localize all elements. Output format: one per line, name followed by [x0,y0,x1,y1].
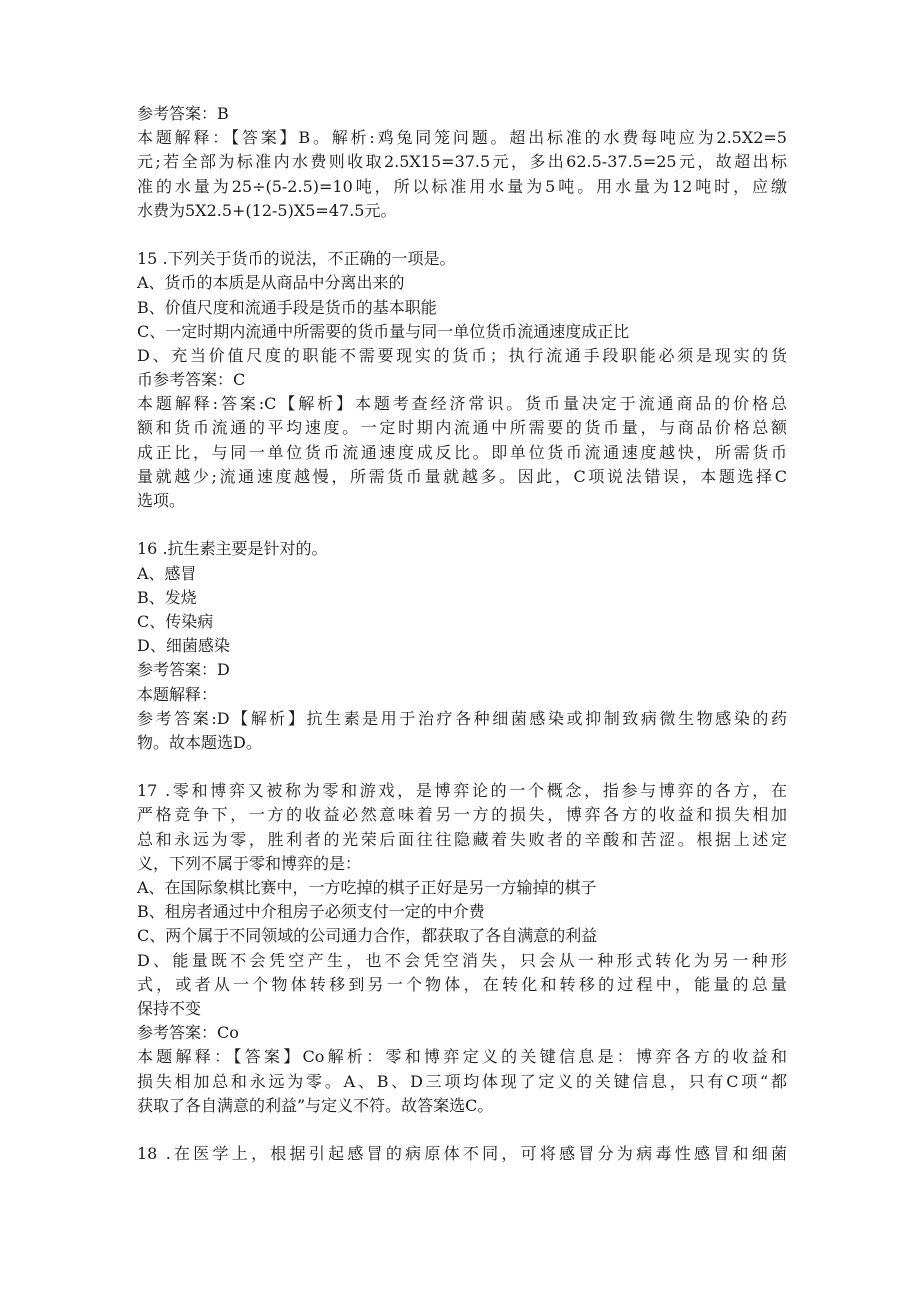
q15-explanation-line-1: 本题解释:答案:C【解析】本题考查经济常识。货币量决定于流通商品的价格总 [137,394,787,414]
q17-option-c: C、两个属于不同领域的公司通力合作，都获取了各自满意的利益 [137,926,598,946]
q17-option-d-line-3: 保持不变 [137,998,202,1018]
q15-explanation-line-5: 选项。 [137,491,186,510]
q14-explanation-line-2: 元;若全部为标准内水费则收取2.5X15=37.5元，多出62.5-37.5=25元，故超出标 [137,152,787,172]
q18-question-line-1: 18 .在医学上，根据引起感冒的病原体不同，可将感冒分为病毒性感冒和细菌 [137,1144,787,1164]
q17-option-a: A、在国际象棋比赛中，一方吃掉的棋子正好是另一方输掉的棋子 [137,878,597,897]
q14-explanation-line-3: 准的水量为25÷(5-2.5)=10吨，所以标准用水量为5吨。用水量为12吨时，应缴 [137,176,787,196]
q15-question: 15 .下列关于货币的说法，不正确的一项是。 [137,249,456,269]
paragraph-gap [137,223,787,247]
q15-option-d: D、充当价值尺度的职能不需要现实的货币；执行流通手段职能必须是现实的货 [137,345,787,365]
paragraph-gap [137,1118,787,1142]
q16-answer: 参考答案：D [137,660,230,680]
q16-explanation-label: 本题解释： [137,684,218,704]
document-page [137,102,787,1166]
q17-question-line-1: 17 .零和博弈又被称为零和游戏，是博弈论的一个概念，指参与博弈的各方，在 [137,781,787,801]
q17-explanation-line-3: 获取了各自满意的利益”与定义不符。故答案选C。 [137,1095,494,1115]
q15-answer: 币参考答案：C [137,370,246,390]
q17-option-d-line-1: D、能量既不会凭空产生，也不会凭空消失，只会从一种形式转化为另一种形 [137,950,787,970]
q17-question-line-2: 严格竞争下，一方的收益必然意味着另一方的损失，博弈各方的收益和损失相加 [137,805,787,825]
paragraph-gap [137,755,787,779]
q15-option-a: A、货币的本质是从商品中分离出来的 [137,273,405,293]
q17-question-line-4: 义，下列不属于零和博弈的是： [137,853,362,873]
q14-answer: 参考答案：B [137,104,229,123]
q16-option-b: B、发烧 [137,587,197,607]
q15-explanation-line-2: 额和货币流通的平均速度。一定时期内流通中所需要的货币量，与商品价格总额 [137,418,787,438]
q14-explanation-line-4: 水费为5X2.5+(12-5)X5=47.5元。 [137,200,397,220]
q16-option-d: D、细菌感染 [137,636,230,656]
q16-question: 16 .抗生素主要是针对的。 [137,539,328,559]
q15-explanation-line-3: 成正比，与同一单位货币流通速度成反比。即单位货币流通速度越快，所需货币 [137,442,787,462]
q16-explanation-line-2: 物。故本题选D。 [137,732,262,752]
q16-option-a: A、感冒 [137,563,197,583]
q17-option-b: B、租房者通过中介租房子必须支付一定的中介费 [137,902,485,922]
q15-option-b: B、价值尺度和流通手段是货币的基本职能 [137,297,437,317]
q17-explanation-line-1: 本题解释：【答案】Co解析：零和博弈定义的关键信息是：博弈各方的收益和 [137,1047,787,1067]
q16-option-c: C、传染病 [137,611,214,631]
q17-question-line-3: 总和永远为零，胜利者的光荣后面往往隐藏着失败者的辛酸和苦涩。根据上述定 [137,829,787,849]
q17-explanation-line-2: 损失相加总和永远为零。A、B、D三项均体现了定义的关键信息，只有C项“都 [137,1071,787,1091]
q15-option-c: C、一定时期内流通中所需要的货币量与同一单位货币流通速度成正比 [137,321,630,341]
q17-answer: 参考答案：Co [137,1023,239,1043]
q15-explanation-line-4: 量就越少;流通速度越慢，所需货币量就越多。因此，C项说法错误，本题选择C [137,466,787,486]
paragraph-gap [137,513,787,537]
q14-explanation-line-1: 本题解释：【答案】B。解析:鸡兔同笼问题。超出标准的水费每吨应为2.5X2=5 [137,128,787,148]
q16-explanation-line-1: 参考答案:D【解析】抗生素是用于治疗各种细菌感染或抑制致病微生物感染的药 [137,708,787,728]
q17-option-d-line-2: 式，或者从一个物体转移到另一个物体，在转化和转移的过程中，能量的总量 [137,974,787,994]
